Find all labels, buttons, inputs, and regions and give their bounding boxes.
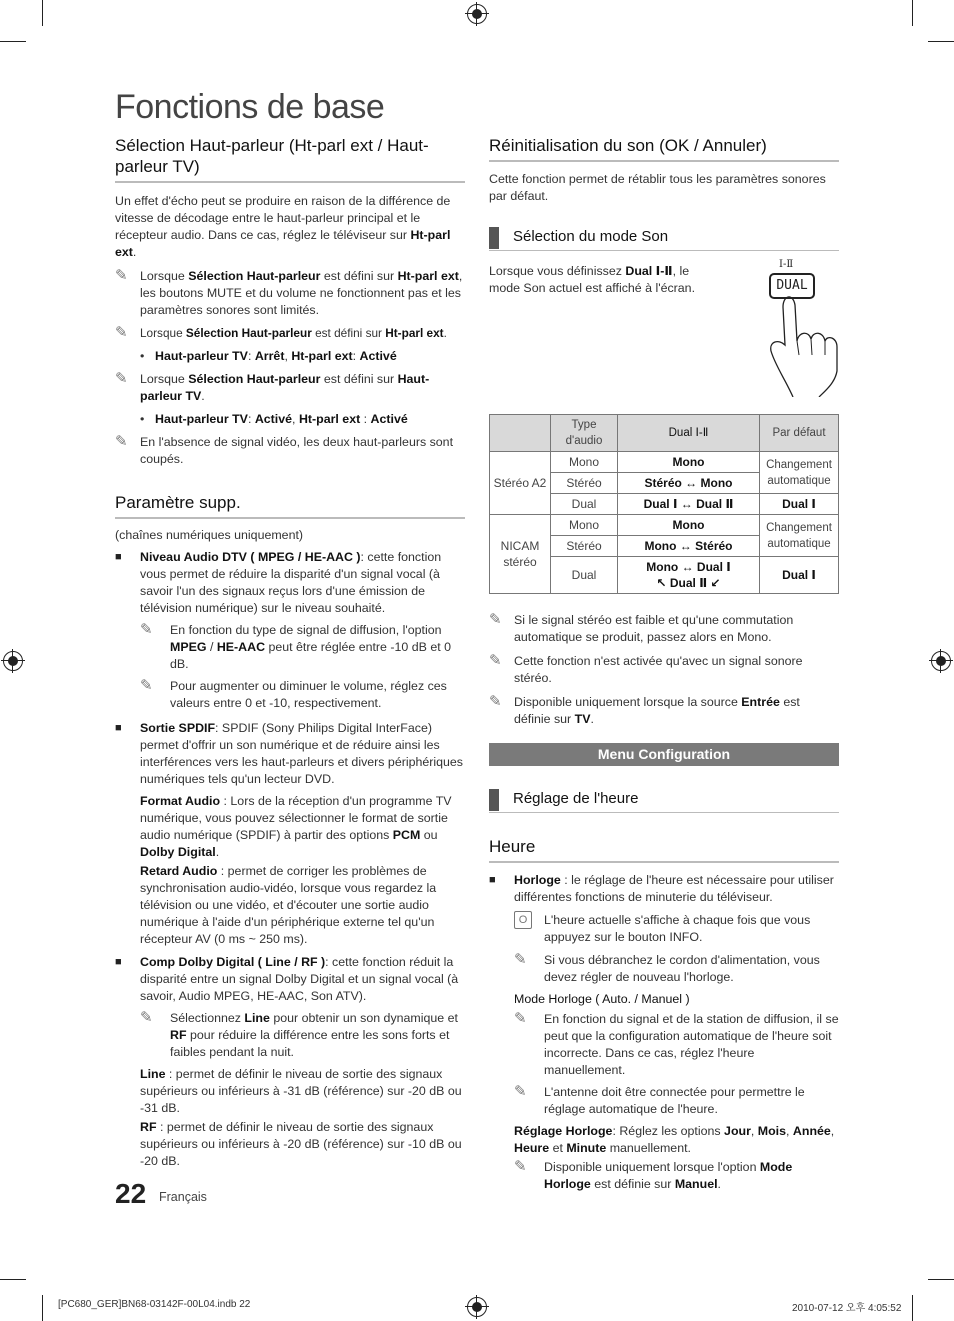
table-cell: Dual Ⅰ ↔ Dual Ⅱ [618, 494, 760, 515]
bullet-item: • Haut-parleur TV: Activé, Ht-parl ext : Activé [115, 411, 465, 428]
setting-item-spdif: ■ Sortie SPDIF: SPDIF (Sony Philips Digital InterFace) permet d'offrir un son numérique et de réduire ainsi les interférences vers les haut-parleurs et divers périphériques numériques tels qu'un lecteur DVD. [115, 721, 464, 786]
crop-mark [912, 0, 913, 26]
table-cell: Dual Ⅰ [760, 557, 839, 594]
table-cell: Dual [551, 557, 618, 594]
setting-item-dolby: ■ Comp Dolby Digital ( Line / RF ): cette fonction réduit la disparité entre un signal Dolby Digital et un signal vocal (à savoir, Audio MPEG, HE-AAC, Son ATV). [115, 955, 459, 1003]
crop-mark [42, 0, 43, 26]
section-title-clock: Réglage de l'heure [489, 789, 839, 813]
table-cell [618, 557, 760, 594]
square-bullet-icon: ■ [115, 956, 122, 968]
sound-mode-text: Lorsque vous définissez Dual Ⅰ-Ⅱ, le mode Son actuel est affiché à l'écran. [489, 264, 696, 295]
note-item: ✎ Si vous débranchez le cordon d'alimentation, vous devez régler de nouveau l'horloge. [514, 951, 820, 984]
audio-delay-text: Retard Audio : permet de corriger les problèmes de synchronisation audio-vidéo, lorsque vous regardez la télévision ou une vidéo, et d'écouter une sortie audio numérique à l'aide d'un périphérique externe tel qu'un récepteur AV (0 ms ~ 250 ms). [140, 864, 437, 946]
table-header-cell [490, 415, 551, 452]
note-pencil-icon: ✎ [514, 1083, 527, 1100]
page-number: 22 [115, 1178, 147, 1209]
format-audio-text: Format Audio : Lors de la réception d'un programme TV numérique, vous pouvez sélectionner le format de sortie audio numérique (SPDIF) à partir des options PCM ou Dolby Digital. [140, 794, 452, 859]
note-item: ✎ Lorsque Sélection Haut-parleur est défini sur Ht-parl ext. [115, 324, 447, 341]
note-item: ✎ En l'absence de signal vidéo, les deux haut-parleurs sont coupés. [115, 433, 454, 466]
page-language: Français [159, 1190, 207, 1204]
table-cell: Stéréo [551, 536, 618, 557]
setting-item-dtv-level: ■ Niveau Audio DTV ( MPEG / HE-AAC ): cette fonction vous permet de réduire la disparité d'un signal vocal (à savoir l'un des signaux reçus lors d'une émission de télévision numérique) sur le niveau souhaité. [115, 550, 442, 615]
table-cell-line: ↖ Dual Ⅱ ↙ [656, 576, 721, 590]
speaker-intro: Un effet d'écho peut se produire en raison de la différence de vitesse de décodage entre le haut-parleur principal et le récepteur audio. Dans ce cas, réglez le téléviseur sur Ht-parl ext. [115, 194, 451, 259]
rf-text: RF : permet de définir le niveau de sortie des signaux supérieurs ou inférieurs à -20 dB (référence) sur -10 dB ou -20 dB. [140, 1120, 462, 1168]
note-pencil-icon: ✎ [115, 370, 128, 387]
pointing-hand-icon [759, 267, 841, 397]
table-cell: Mono [618, 452, 760, 473]
crop-mark [912, 1295, 913, 1321]
table-cell-line: Mono ↔ Dual Ⅰ [646, 560, 731, 574]
note-item: ✎ En fonction du signal et de la station de diffusion, il se peut que la configuration automatique de l'heure soit incorrecte. Dans ce cas, réglez l'heure manuellement. [514, 1010, 839, 1077]
square-bullet-icon: ■ [489, 874, 496, 886]
setting-item-clock: ■ Horloge : le réglage de l'heure est nécessaire pour utiliser différentes fonctions de minuterie du téléviseur. [489, 873, 834, 904]
note-item: ✎ Sélectionnez Line pour obtenir un son dynamique et RF pour réduire la différence entre les sons forts et faibles pendant la nuit. [140, 1009, 458, 1059]
print-slug-date: 2010-07-12 오후 4:05:52 [792, 1303, 902, 1314]
registration-mark-icon [467, 1297, 487, 1317]
table-row [490, 452, 839, 473]
table-cell: Stéréo ↔ Mono [618, 473, 760, 494]
table-cell: Changement automatique [760, 515, 839, 557]
table-row [490, 515, 839, 536]
table-header-cell: Par défaut [760, 415, 839, 452]
note-pencil-icon: ✎ [514, 951, 527, 968]
note-pencil-icon: ✎ [489, 652, 502, 669]
table-cell: Dual Ⅰ [760, 494, 839, 515]
table-cell: Stéréo [551, 473, 618, 494]
note-item: ✎ Disponible uniquement lorsque l'option Mode Horloge est définie sur Manuel. [514, 1158, 793, 1191]
note-pencil-icon: ✎ [140, 621, 153, 638]
clock-setting-text: Réglage Horloge: Réglez les options Jour, Mois, Année, Heure et Minute manuellement. [514, 1124, 835, 1155]
memo-icon: O [514, 911, 532, 929]
section-title-speaker: Sélection Haut-parleur (Ht-parl ext / Haut-parleur TV) [115, 135, 465, 183]
section-title-reset: Réinitialisation du son (OK / Annuler) [489, 135, 839, 162]
registration-mark-icon [931, 651, 951, 671]
sub-notes [115, 622, 465, 712]
right-column [489, 135, 839, 1193]
sound-mode-table [489, 414, 839, 594]
table-cell: Mono [551, 515, 618, 536]
crop-mark [928, 41, 954, 42]
section-title-params: Paramètre supp. [115, 492, 465, 519]
reset-text: Cette fonction permet de rétablir tous les paramètres sonores par défaut. [489, 172, 826, 203]
square-bullet-icon: ■ [115, 551, 122, 563]
note-pencil-icon: ✎ [140, 677, 153, 694]
note-item: ✎ L'antenne doit être connectée pour permettre le réglage automatique de l'heure. [514, 1083, 805, 1116]
clock-notes [489, 912, 839, 1193]
registration-mark-icon [467, 4, 487, 24]
print-slug-file: [PC680_GER]BN68-03142F-00L04.indb 22 [58, 1299, 251, 1310]
note-pencil-icon: ✎ [514, 1158, 527, 1175]
menu-configuration-bar: Menu Configuration [489, 743, 839, 766]
spdif-details [115, 793, 465, 948]
crop-mark [42, 1295, 43, 1321]
square-bullet-icon: ■ [115, 722, 122, 734]
note-pencil-icon: ✎ [489, 611, 502, 628]
note-pencil-icon: ✎ [115, 267, 128, 284]
table-group-cell: NICAM stéréo [490, 515, 551, 594]
dual-button-caption: Ⅰ-Ⅱ [779, 259, 794, 270]
sound-mode-block [489, 251, 839, 414]
table-group-cell: Stéréo A2 [490, 452, 551, 515]
note-pencil-icon: ✎ [115, 433, 128, 450]
table-cell: Mono ↔ Stéréo [618, 536, 760, 557]
dolby-details [115, 1010, 465, 1170]
table-cell: Changement automatique [760, 452, 839, 494]
page-title: Fonctions de base [115, 88, 385, 126]
note-item: ✎ Pour augmenter ou diminuer le volume, réglez ces valeurs entre 0 et -10, respectivement. [140, 677, 447, 710]
crop-mark [0, 41, 26, 42]
clock-mode-heading: Mode Horloge ( Auto. / Manuel ) [514, 992, 690, 1006]
line-text: Line : permet de définir le niveau de sortie des signaux supérieurs ou inférieurs à -31 dB (référence) sur -20 dB ou -31 dB. [140, 1067, 462, 1115]
note-item: O L'heure actuelle s'affiche à chaque fois que vous appuyez sur le bouton INFO. [514, 912, 839, 946]
bullet-item: • Haut-parleur TV: Arrêt, Ht-parl ext: Activé [115, 348, 465, 365]
note-item: ✎ Disponible uniquement lorsque la source Entrée est définie sur TV. [489, 693, 800, 726]
registration-mark-icon [3, 651, 23, 671]
table-cell: Mono [551, 452, 618, 473]
left-column [115, 135, 465, 1170]
dual-button: DUAL [769, 273, 815, 299]
note-pencil-icon: ✎ [489, 693, 502, 710]
crop-mark [928, 1279, 954, 1280]
note-item: ✎ En fonction du type de signal de diffusion, l'option MPEG / HE-AAC peut être réglée entre -10 dB et 0 dB. [140, 621, 451, 671]
section-title-heure: Heure [489, 836, 839, 863]
table-header-row [490, 415, 839, 452]
note-pencil-icon: ✎ [514, 1010, 527, 1027]
note-pencil-icon: ✎ [115, 324, 128, 341]
table-header-cell: Type d'audio [551, 415, 618, 452]
note-item: ✎ Cette fonction n'est activée qu'avec un signal sonore stéréo. [489, 652, 803, 685]
crop-mark [0, 1279, 26, 1280]
remote-hand-illustration [759, 259, 841, 394]
table-header-cell: Dual Ⅰ-Ⅱ [618, 415, 760, 452]
table-cell: Dual [551, 494, 618, 515]
note-item: ✎ Si le signal stéréo est faible et qu'une commutation automatique se produit, passez alors en Mono. [489, 611, 794, 644]
note-item: ✎ Lorsque Sélection Haut-parleur est défini sur Haut-parleur TV. [115, 370, 430, 403]
table-cell: Mono [618, 515, 760, 536]
note-pencil-icon: ✎ [140, 1009, 153, 1026]
note-item: ✎ Lorsque Sélection Haut-parleur est défini sur Ht-parl ext, les boutons MUTE et du volume ne fonctionnent pas et les paramètres sonores sont limités. [115, 267, 463, 317]
section-title-sound-mode: Sélection du mode Son [489, 227, 839, 251]
params-subtitle: (chaînes numériques uniquement) [115, 528, 304, 542]
